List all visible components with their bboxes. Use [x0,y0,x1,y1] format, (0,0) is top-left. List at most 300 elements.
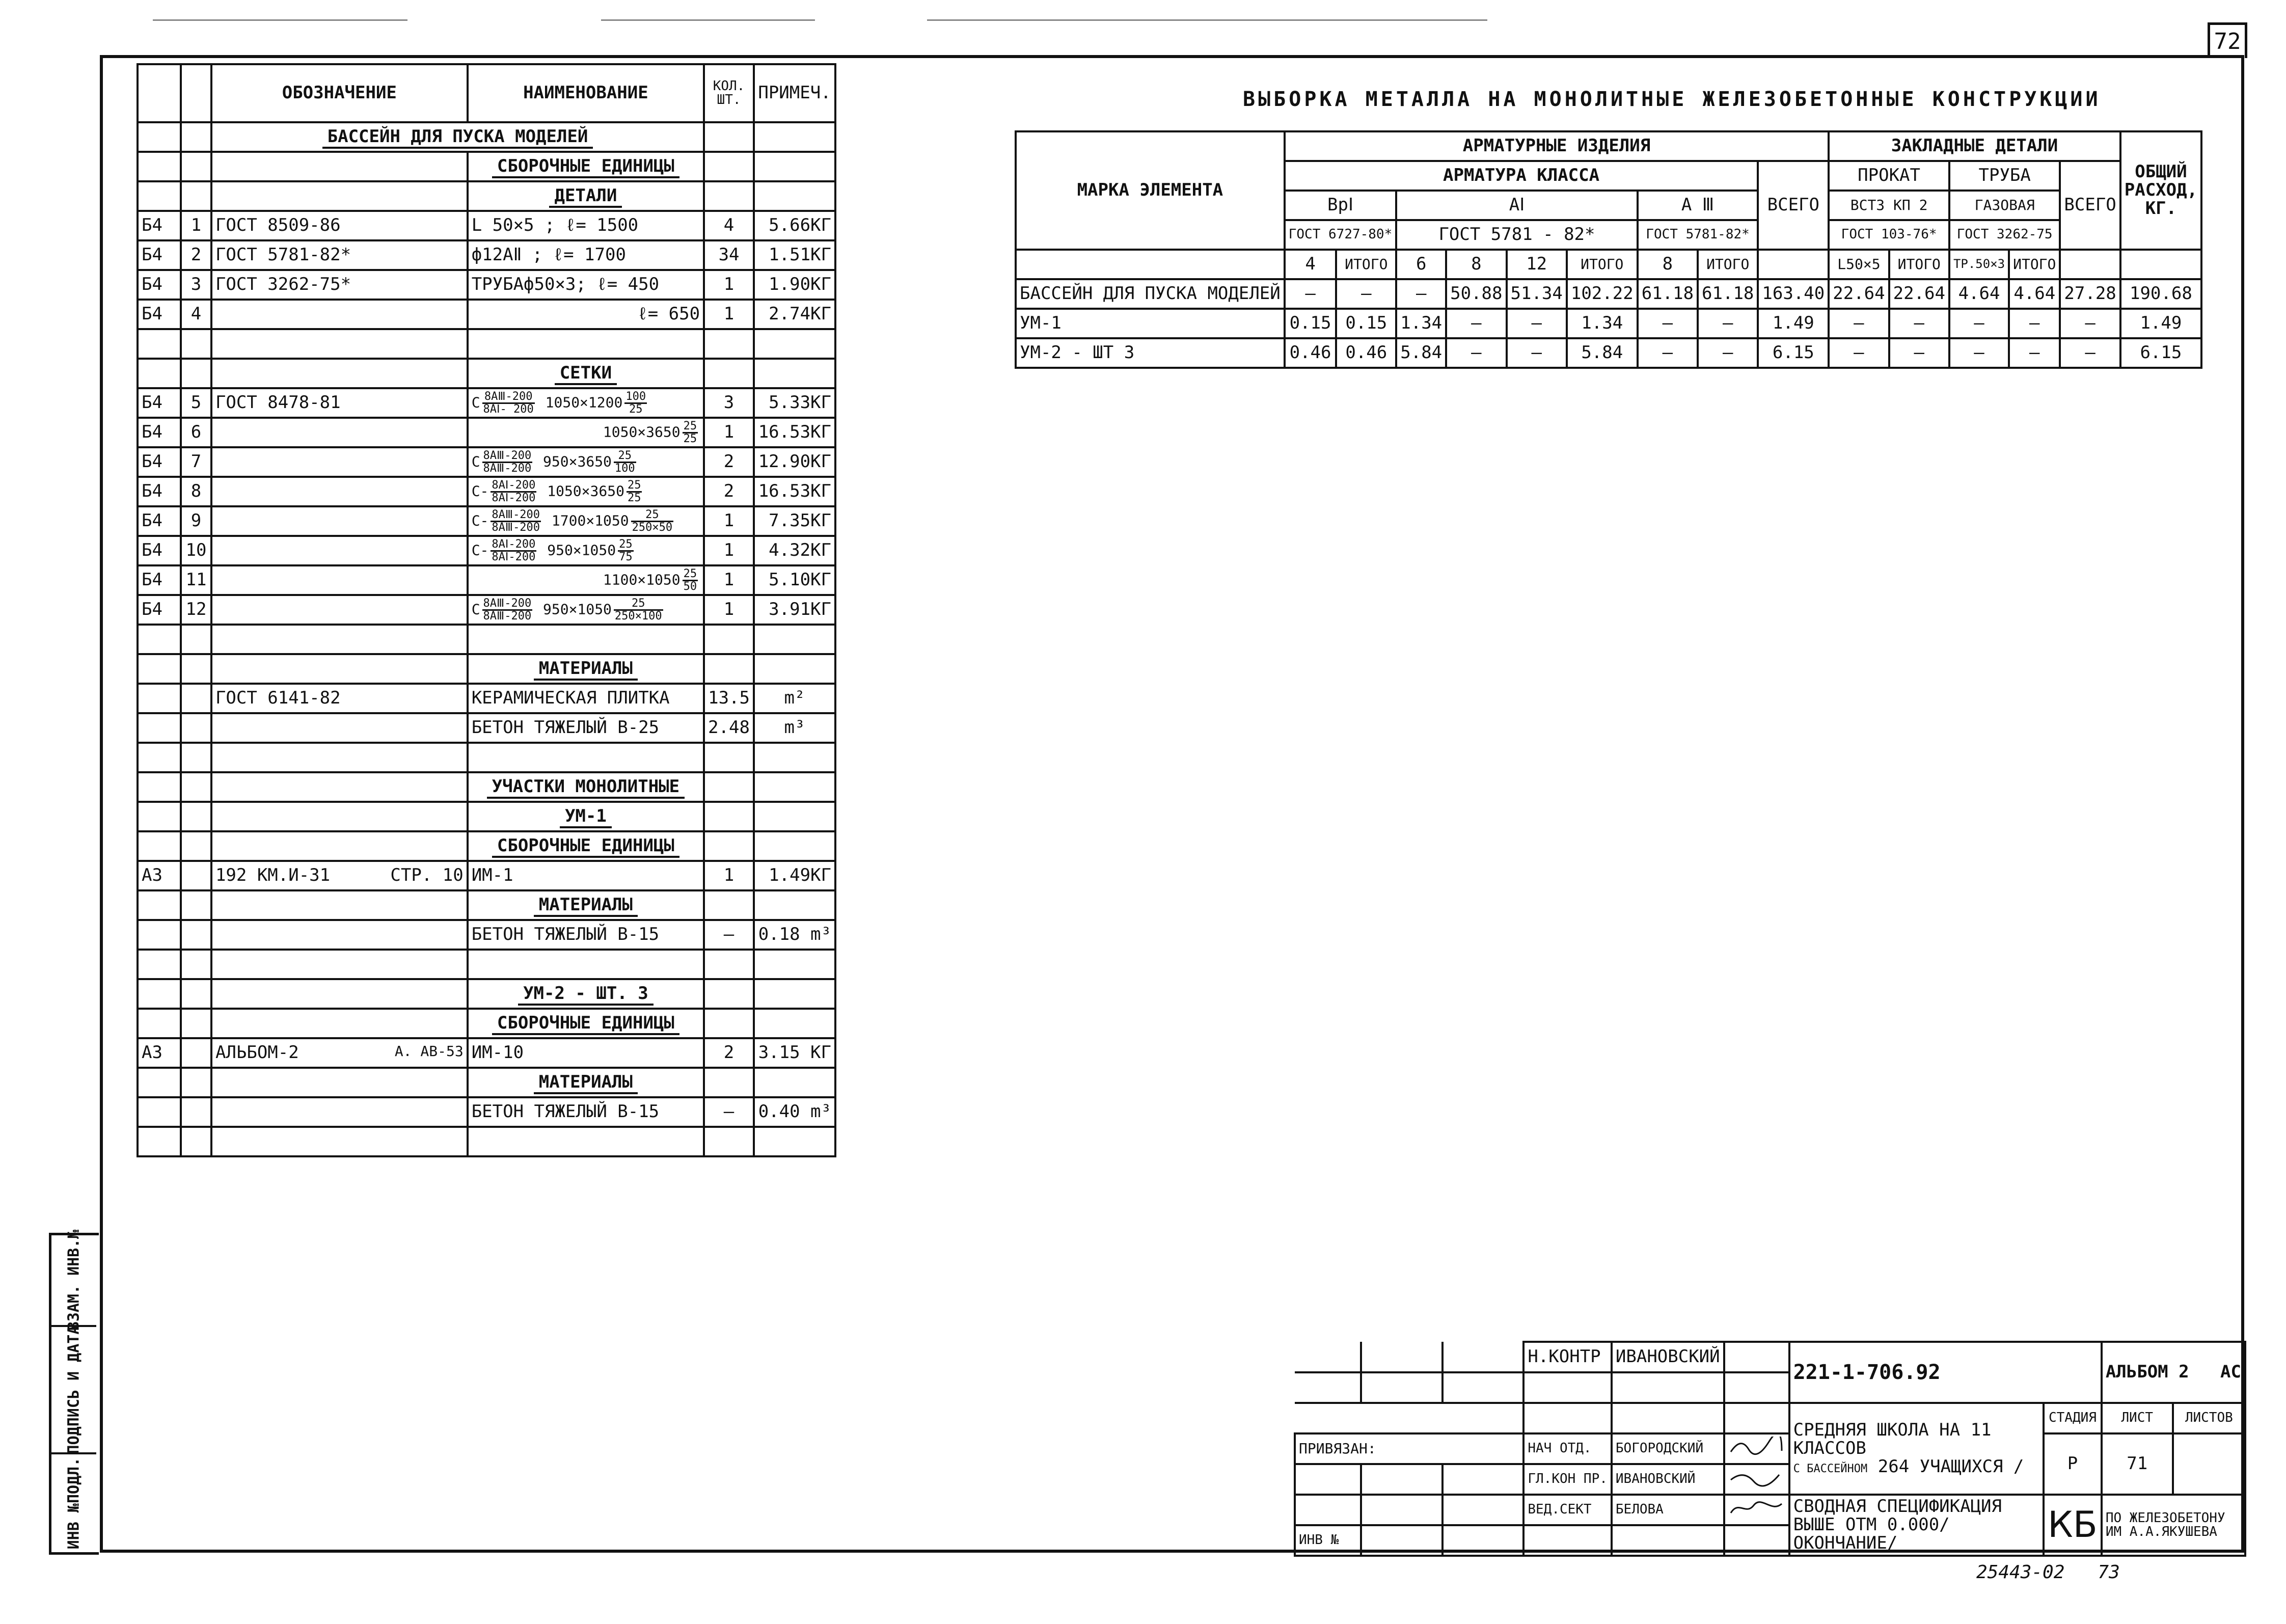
table-row [138,300,835,329]
stamp-role-name: ИВАНОВСКИЙ [1612,1464,1724,1495]
cell-page-ref: А. АВ-53 [394,1043,464,1060]
net-spacing [618,539,634,563]
signature-icon [1728,1498,1784,1518]
cell-name [468,565,704,595]
cell-designation [211,565,468,595]
cell-designation: АЛЬБОМ-2 [215,1042,299,1063]
net-spacing-bottom: 100 [614,462,635,475]
net-mark-top: 8АⅢ-200 [492,508,540,521]
cell-value: 5.84 [1396,338,1446,368]
cell-qty: 2.48 [704,713,754,743]
net-mark-top: 8АⅢ-200 [483,597,532,610]
cell-value: — [1285,279,1337,309]
net-size: 1050×1200 [536,394,623,411]
table-row [138,1038,835,1068]
scan-artifact-line [927,19,1487,21]
cell-value: — [2009,338,2060,368]
net-spacing-top: 25 [614,598,663,611]
cell-position: 2 [181,240,211,270]
cell-value: — [1889,309,1949,338]
cell-name [468,418,704,447]
section-assembly: СБОРОЧНЫЕ ЕДИНИЦЫ [492,156,679,178]
net-spacing-bottom: 25 [683,432,697,445]
cell-value: 6.15 [2120,338,2201,368]
table-row [138,477,835,506]
metal-sub-header: ИТОГО [2009,250,2060,279]
stamp-role: ВЕД.СЕКТ [1523,1495,1612,1525]
net-size: 950×1050 [538,542,616,558]
metal-header-a3: А Ⅲ [1638,191,1758,220]
cell-value: 6.15 [1758,338,1829,368]
cell-format: Б4 [138,477,181,506]
table-row [138,713,835,743]
net-spacing-bottom: 250×100 [614,609,662,622]
cell-element-mark: БАССЕЙН ДЛЯ ПУСКА МОДЕЛЕЙ [1016,279,1285,309]
net-spacing [683,569,698,592]
cell-value: 0.15 [1285,309,1337,338]
cell-designation: ГОСТ 8509-86 [211,211,468,240]
cell-value: — [1507,338,1567,368]
cell-position: 7 [181,447,211,477]
stamp-object-title: СРЕДНЯЯ ШКОЛА НА 11 КЛАССОВ [1793,1420,1992,1459]
metal-sub-header: ИТОГО [1336,250,1396,279]
cell-format: Б4 [138,447,181,477]
metal-header-total-embedded: ВСЕГО [2060,161,2120,250]
table-row [138,447,835,477]
cell-position: 4 [181,300,211,329]
cell-position: 8 [181,477,211,506]
cell-note: 1.51КГ [754,240,835,270]
cell-format: Б4 [138,388,181,418]
net-spacing [627,480,642,504]
net-prefix: С- [471,512,489,529]
stamp-inv-no: ИНВ № [1295,1525,1361,1556]
net-spacing [631,509,673,533]
metal-table [1015,130,2202,369]
net-spacing [624,391,647,415]
stamp-code: 221-1-706.92 [1789,1342,2102,1403]
cell-position [181,684,211,713]
cell-note: 5.66КГ [754,211,835,240]
cell-page-ref: СТР. 10 [390,865,464,886]
cell-value: — [1949,309,2009,338]
metal-header-gas: ГАЗОВАЯ [1949,191,2060,220]
cell-designation [211,300,468,329]
header-name: НАИМЕНОВАНИЕ [468,64,704,122]
cell-value: 0.46 [1336,338,1396,368]
cell-note: 5.33КГ [754,388,835,418]
table-row [138,684,835,713]
cell-position: 3 [181,270,211,300]
stamp-role: ГЛ.КОН ПР. [1523,1464,1612,1495]
metal-header-vr1: ВрⅠ [1285,191,1397,220]
cell-name [468,536,704,565]
net-spacing-bottom: 250×50 [632,521,673,534]
header-qty: КОЛ. ШТ. [704,64,754,122]
stamp-sheet-title-1: СВОДНАЯ СПЕЦИФИКАЦИЯ [1793,1496,2002,1517]
stamp-object-sub-a: С БАССЕЙНОМ [1793,1462,1868,1475]
net-mark-top: 8АⅢ-200 [482,391,535,404]
net-spacing [614,450,636,474]
cell-position: 6 [181,418,211,447]
cell-note: 3.15 КГ [754,1038,835,1068]
cell-value: — [1336,279,1396,309]
net-spacing [683,421,698,445]
net-size: 1050×3650 [538,482,624,499]
net-spacing-bottom: 75 [619,550,633,563]
cell-value: 102.22 [1567,279,1638,309]
spec-header-row [138,64,835,122]
cell-value: 4.64 [2009,279,2060,309]
cell-qty: 1 [704,595,754,625]
stamp-nkontr-name: ИВАНОВСКИЙ [1612,1342,1724,1372]
cell-name [468,506,704,536]
cell-note: 0.40 m³ [754,1097,835,1127]
metal-header-mark: МАРКА ЭЛЕМЕНТА [1016,131,1285,250]
doc-id-bottom: 25443-02 [1976,1562,2065,1583]
cell-name: ИМ-1 [468,861,704,890]
signature-icon [1728,1437,1784,1457]
cell-position: 5 [181,388,211,418]
cell-note: 3.91КГ [754,595,835,625]
cell-name: КЕРАМИЧЕСКАЯ ПЛИТКА [468,684,704,713]
cell-designation [211,477,468,506]
cell-format: Б4 [138,506,181,536]
table-row [138,565,835,595]
cell-format: Б4 [138,565,181,595]
cell-note: 0.18 m³ [754,920,835,950]
cell-value: — [2060,338,2120,368]
metal-sub-header: ИТОГО [1889,250,1949,279]
cell-name: БЕТОН ТЯЖЕЛЫЙ В-15 [468,920,704,950]
stamp-org-2: ИМ А.А.ЯКУШЕВА [2105,1524,2217,1539]
table-row [138,211,835,240]
cell-qty: 3 [704,388,754,418]
table-row [138,536,835,565]
cell-qty: 1 [704,536,754,565]
cell-format: А3 [138,1038,181,1068]
cell-note: 2.74КГ [754,300,835,329]
net-spacing-top: 25 [614,450,636,463]
cell-element-mark: УМ-1 [1016,309,1285,338]
cell-position: 12 [181,595,211,625]
cell-qty: 1 [704,270,754,300]
net-mark-bottom: 8АⅠ-200 [492,550,536,563]
cell-value: — [1638,338,1698,368]
net-prefix: С- [471,482,489,499]
cell-value: — [1829,309,1889,338]
net-spacing [614,598,663,622]
table-row [138,506,835,536]
cell-note: m³ [754,713,835,743]
cell-value: 27.28 [2060,279,2120,309]
metal-sub-header: 4 [1285,250,1337,279]
cell-position: 1 [181,211,211,240]
cell-value: — [1396,279,1446,309]
cell-qty: 2 [704,477,754,506]
cell-designation [211,536,468,565]
cell-value: 1.49 [2120,309,2201,338]
cell-value: 190.68 [2120,279,2201,309]
cell-designation [211,506,468,536]
stamp-stage: Р [2044,1433,2102,1495]
stamp-sheet-number: 71 [2102,1433,2173,1495]
metal-sub-header: 6 [1396,250,1446,279]
cell-value: — [1698,338,1758,368]
metal-sub-header: 8 [1446,250,1506,279]
net-mark [491,539,536,563]
net-spacing-top: 25 [631,509,673,522]
section-sites: УЧАСТКИ МОНОЛИТНЫЕ [487,776,685,799]
net-mark-top: 8АⅠ-200 [492,537,536,551]
cell-qty: — [704,1097,754,1127]
cell-format: Б4 [138,270,181,300]
cell-value: 22.64 [1889,279,1949,309]
cell-name: ТРУБАф50×3; ℓ= 450 [468,270,704,300]
metal-header-gost-a3: ГОСТ 5781-82* [1638,220,1758,250]
net-spacing-top: 25 [619,537,633,551]
section-um1-assembly: СБОРОЧНЫЕ ЕДИНИЦЫ [492,835,679,858]
table-row [138,595,835,625]
metal-header-gost-a1: ГОСТ 5781 - 82* [1396,220,1637,250]
page-number: 72 [2208,22,2247,58]
cell-qty: 4 [704,211,754,240]
net-spacing-top: 25 [627,478,641,492]
cell-qty: 1 [704,861,754,890]
section-um2: УМ-2 - ШТ. 3 [518,983,654,1006]
header-designation: ОБОЗНАЧЕНИЕ [211,64,468,122]
cell-value: 163.40 [1758,279,1829,309]
metal-header-arm-items: АРМАТУРНЫЕ ИЗДЕЛИЯ [1285,131,1829,161]
stamp-album: АЛЬБОМ 2 [2105,1362,2189,1383]
table-row [138,240,835,270]
cell-format: Б4 [138,418,181,447]
table-row [138,861,835,890]
cell-value: 61.18 [1638,279,1698,309]
cell-designation [211,595,468,625]
table-row [1016,279,2201,309]
cell-designation [211,418,468,447]
net-mark-bottom: 8АⅢ-200 [483,609,532,622]
cell-format: Б4 [138,211,181,240]
cell-value: — [1949,338,2009,368]
cell-value: — [2060,309,2120,338]
net-mark [482,598,533,622]
metal-sub-header: L50×5 [1829,250,1889,279]
cell-value: — [1638,309,1698,338]
specification-table [137,63,836,1157]
net-size: 950×1050 [534,601,612,617]
cell-value: 1.49 [1758,309,1829,338]
cell-format: Б4 [138,300,181,329]
title-block [1294,1341,2246,1557]
cell-format: Б4 [138,595,181,625]
stamp-org-1: ПО ЖЕЛЕЗОБЕТОНУ [2105,1510,2225,1526]
net-prefix: С- [471,542,489,558]
cell-name: ℓ= 650 [468,300,704,329]
cell-designation: ГОСТ 6141-82 [211,684,468,713]
cell-name: L 50×5 ; ℓ= 1500 [468,211,704,240]
net-spacing-bottom: 50 [683,580,697,593]
table-row [138,920,835,950]
cell-designation: 192 КМ.И-31 [215,865,331,886]
metal-header-gost-pipe: ГОСТ 3262-75 [1949,220,2060,250]
metal-sub-header: ИТОГО [1567,250,1638,279]
metal-header-pipe: ТРУБА [1949,161,2060,191]
metal-header-total-arm: ВСЕГО [1758,161,1829,250]
cell-value: — [1698,309,1758,338]
metal-header-gost-vr: ГОСТ 6727-80* [1285,220,1397,250]
net-mark-bottom: 8АⅢ-200 [483,462,532,475]
scan-artifact-line [601,19,815,21]
cell-value: — [1446,309,1506,338]
metal-sub-header: 12 [1507,250,1567,279]
net-mark [491,509,541,533]
stamp-sheet-title-2: ВЫШЕ ОТМ 0.000/ОКОНЧАНИЕ/ [1793,1514,1950,1553]
table-row [1016,309,2201,338]
cell-format: А3 [138,861,181,890]
metal-header-arm-class: АРМАТУРА КЛАССА [1285,161,1758,191]
cell-qty: 2 [704,1038,754,1068]
section-pool-title: БАССЕЙН ДЛЯ ПУСКА МОДЕЛЕЙ [322,126,593,149]
metal-sub-header: ИТОГО [1698,250,1758,279]
cell-qty: 13.5 [704,684,754,713]
cell-name [468,447,704,477]
metal-header-rolled: ПРОКАТ [1829,161,1949,191]
stamp-privyazan: ПРИВЯЗАН: [1295,1433,1523,1464]
section-um1: УМ-1 [560,806,612,828]
scan-artifact-line [153,19,407,21]
cell-qty: 34 [704,240,754,270]
cell-qty: 2 [704,447,754,477]
cell-position [181,713,211,743]
cell-name: БЕТОН ТЯЖЕЛЫЙ В-25 [468,713,704,743]
cell-value: 51.34 [1507,279,1567,309]
cell-name [468,388,704,418]
metal-sub-header: 8 [1638,250,1698,279]
cell-format [138,713,181,743]
net-mark-bottom: 8АⅠ-200 [492,491,536,504]
cell-qty: 1 [704,418,754,447]
cell-value: 5.84 [1567,338,1638,368]
section-um2-assembly: СБОРОЧНЫЕ ЕДИНИЦЫ [492,1013,679,1035]
cell-qty: 1 [704,300,754,329]
cell-name [468,477,704,506]
cell-position: 10 [181,536,211,565]
cell-value: 61.18 [1698,279,1758,309]
cell-position: 11 [181,565,211,595]
net-mark-top: 8АⅠ-200 [492,478,536,492]
cell-value: 4.64 [1949,279,2009,309]
cell-note: 1.90КГ [754,270,835,300]
net-mark [482,391,535,415]
cell-designation: ГОСТ 5781-82* [211,240,468,270]
metal-header-steel: ВСТ3 КП 2 [1829,191,1949,220]
net-mark [491,480,536,504]
table-row [138,1097,835,1127]
cell-qty: 1 [704,565,754,595]
net-spacing-top: 25 [683,419,697,432]
header-note: ПРИМЕЧ. [754,64,835,122]
metal-header-embedded: ЗАКЛАДНЫЕ ДЕТАЛИ [1829,131,2120,161]
table-row [138,418,835,447]
stamp-object-sub-b: 264 УЧАЩИХСЯ / [1877,1456,2024,1477]
metal-header-a1: АⅠ [1396,191,1637,220]
cell-name [468,595,704,625]
stamp-role: НАЧ ОТД. [1523,1433,1612,1464]
cell-name: БЕТОН ТЯЖЕЛЫЙ В-15 [468,1097,704,1127]
net-spacing-top: 100 [625,390,646,403]
net-mark [482,450,533,474]
cell-value: — [1889,338,1949,368]
doc-page-bottom: 73 [2098,1562,2120,1583]
stamp-nkontr: Н.КОНТР [1523,1342,1612,1372]
net-spacing-bottom: 25 [627,491,641,504]
net-size: 950×3650 [534,453,612,470]
cell-value: — [1446,338,1506,368]
cell-designation [211,713,468,743]
stamp-sheets-header: ЛИСТОВ [2173,1403,2245,1433]
cell-value: — [2009,309,2060,338]
section-nets: СЕТКИ [555,363,617,385]
cell-value: — [1507,309,1567,338]
cell-value: 22.64 [1829,279,1889,309]
cell-note: 12.90КГ [754,447,835,477]
cell-format: Б4 [138,536,181,565]
cell-designation: ГОСТ 3262-75* [211,270,468,300]
cell-note: 16.53КГ [754,418,835,447]
section-details: ДЕТАЛИ [549,185,622,208]
net-size: 1050×3650 [603,423,681,440]
cell-note: 4.32КГ [754,536,835,565]
metal-sub-header: ТР.50×3 [1949,250,2009,279]
net-prefix: С [471,394,480,411]
cell-qty: 1 [704,506,754,536]
side-stamp-vzam: ВЗАМ. ИНВ.№ [65,1229,83,1331]
section-um1-materials: МАТЕРИАЛЫ [534,895,638,917]
cell-value: 0.15 [1336,309,1396,338]
cell-value: 1.34 [1567,309,1638,338]
cell-value: 50.88 [1446,279,1506,309]
stamp-role-name: БОГОРОДСКИЙ [1612,1433,1724,1464]
net-mark-bottom: 8АⅠ- 200 [483,402,534,416]
cell-value: 0.46 [1285,338,1337,368]
metal-header-gost-rolled: ГОСТ 103-76* [1829,220,1949,250]
net-prefix: С [471,601,480,617]
cell-note: 5.10КГ [754,565,835,595]
net-mark-top: 8АⅢ-200 [483,449,532,462]
cell-value: 1.34 [1396,309,1446,338]
stamp-mark: АС [2220,1362,2241,1383]
cell-position: 9 [181,506,211,536]
side-stamp-inv-podl: ИНВ №ПОДЛ. [65,1457,83,1550]
metal-table-title: ВЫБОРКА МЕТАЛЛА НА МОНОЛИТНЫЕ ЖЕЛЕЗОБЕТОННЫЕ КОНСТРУКЦИИ [1243,88,2101,111]
cell-designation [211,447,468,477]
stamp-stage-header: СТАДИЯ [2044,1403,2102,1433]
cell-note: m² [754,684,835,713]
net-prefix: С [471,453,480,470]
cell-note: 16.53КГ [754,477,835,506]
section-materials: МАТЕРИАЛЫ [534,658,638,681]
cell-format: Б4 [138,240,181,270]
table-row [1016,338,2201,368]
net-size: 1700×1050 [543,512,629,529]
side-stamp [49,1229,99,1555]
cell-designation: ГОСТ 8478-81 [211,388,468,418]
cell-note: 1.49КГ [754,861,835,890]
signature-icon [1728,1467,1784,1487]
net-size: 1100×1050 [603,571,681,588]
